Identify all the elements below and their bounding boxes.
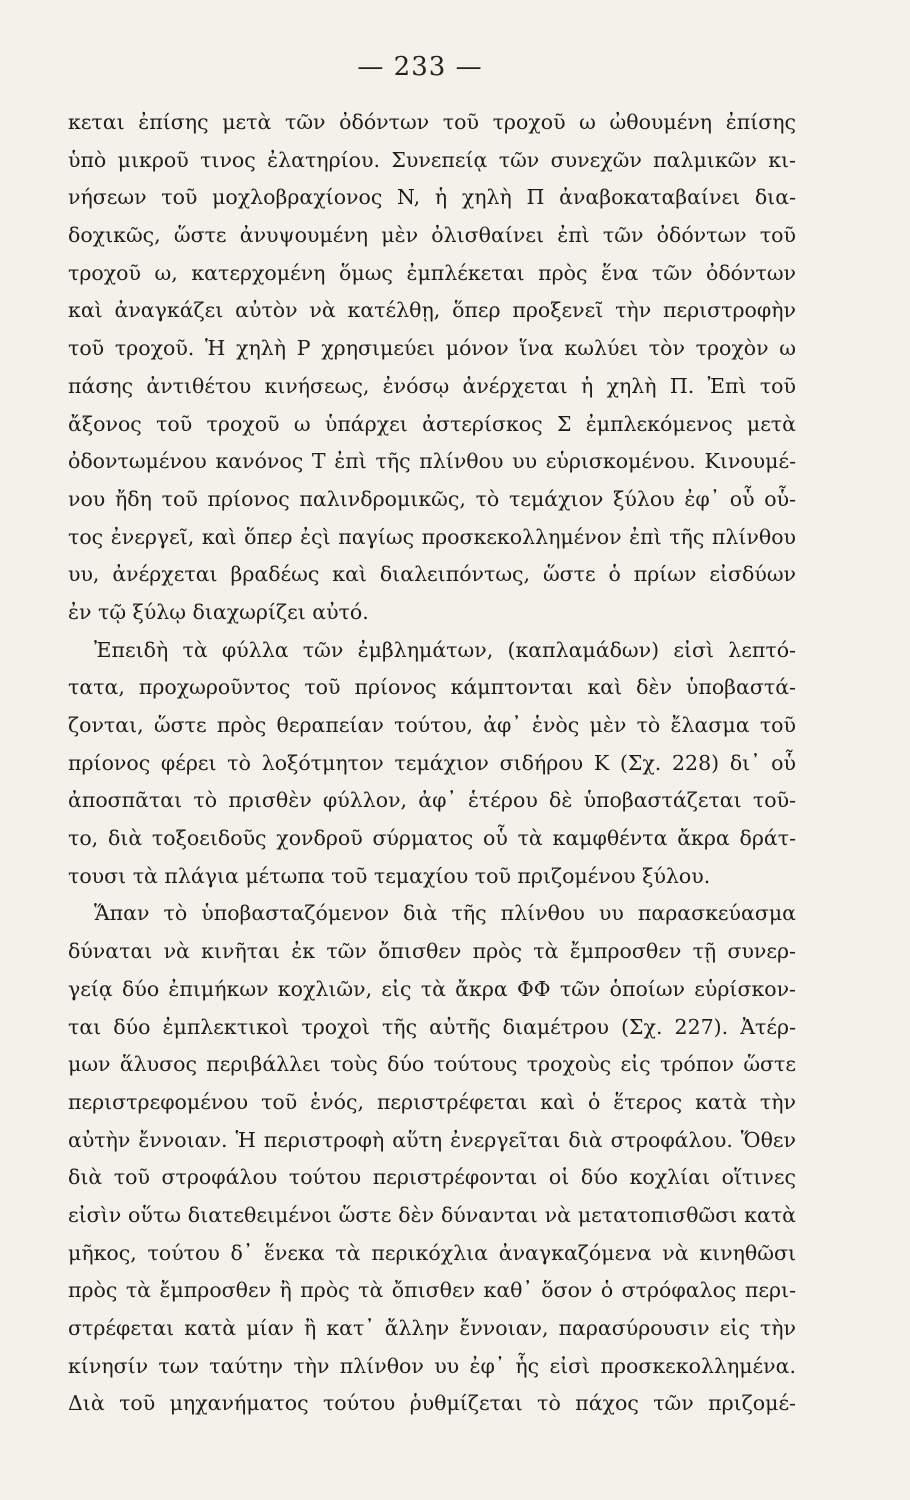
- text-line: εἰσὶν οὕτω διατεθειμένοι ὥστε δὲν δύνανται νὰ μετατοπισθῶσι κατὰ: [68, 1202, 796, 1227]
- text-line: πρὸς τὰ ἔμπροσθεν ἢ πρὸς τὰ ὄπισθεν καθ᾽ ὅσον ὁ στρόφαλος περι-: [68, 1278, 796, 1303]
- text-line: μῆκος, τούτου δ᾽ ἕνεκα τὰ περικόχλια ἀναγκαζόμενα νὰ κινηθῶσι: [68, 1240, 796, 1265]
- text-line: ὀδοντωμένου κανόνος Τ ἐπὶ τῆς πλίνθου υυ εὑρισκομένου. Κινουμέ-: [68, 449, 796, 474]
- text-line: τροχοῦ ω, κατερχομένη ὅμως ἐμπλέκεται πρὸς ἕνα τῶν ὀδόντων: [68, 260, 796, 285]
- text-line: τουσι τὰ πλάγια μέτωπα τοῦ τεμαχίου τοῦ πριζομένου ξύλου.: [68, 863, 711, 888]
- text-line: υυ, ἀνέρχεται βραδέως καὶ διαλειπόντως, ὥστε ὁ πρίων εἰσδύων: [68, 562, 796, 587]
- text-line: νήσεων τοῦ μοχλοβραχίονος N, ἡ χηλὴ Π ἀναβοκαταβαίνει δια-: [68, 185, 796, 210]
- text-line: γείᾳ δύο ἐπιμήκων κοχλιῶν, εἰς τὰ ἄκρα ΦΦ τῶν ὁποίων εὑρίσκον-: [68, 976, 796, 1001]
- text-line: καὶ ἀναγκάζει αὐτὸν νὰ κατέλθῃ, ὅπερ προξενεῖ τὴν περιστροφὴν: [68, 298, 796, 323]
- text-line: τοῦ τροχοῦ. Ἡ χηλὴ Ρ χρησιμεύει μόνον ἵνα κωλύει τὸν τροχὸν ω: [68, 336, 796, 361]
- text-line: τατα, προχωροῦντος τοῦ πρίονος κάμπτονται καὶ δὲν ὑποβαστά-: [68, 675, 796, 700]
- text-line: μων ἅλυσος περιβάλλει τοὺς δύο τούτους τροχοὺς εἰς τρόπον ὥστε: [68, 1052, 796, 1077]
- text-line: αὐτὴν ἔννοιαν. Ἡ περιστροφὴ αὕτη ἐνεργεῖται διὰ στροφάλου. Ὅθεν: [68, 1127, 796, 1152]
- text-line: κεται ἐπίσης μετὰ τῶν ὀδόντων τοῦ τροχοῦ ω ὠθουμένη ἐπίσης: [68, 110, 796, 134]
- text-line: ται δύο ἐμπλεκτικοὶ τροχοὶ τῆς αὐτῆς διαμέτρου (Σχ. 227). Ἀτέρ-: [68, 1014, 796, 1039]
- text-line: ὑπὸ μικροῦ τινος ἐλατηρίου. Συνεπείᾳ τῶν συνεχῶν παλμικῶν κι-: [68, 147, 796, 172]
- text-line: πρίονος φέρει τὸ λοξότμητον τεμάχιον σιδήρου Κ (Σχ. 228) δι᾽ οὗ: [68, 750, 796, 775]
- text-line: Διὰ τοῦ μηχανήματος τούτου ῥυθμίζεται τὸ πάχος τῶν πριζομέ-: [68, 1391, 796, 1416]
- text-line: ἀποσπᾶται τὸ πρισθὲν φύλλον, ἀφ᾽ ἑτέρου δὲ ὑποβαστάζεται τοῦ-: [68, 788, 796, 813]
- text-line: κίνησίν των ταύτην τὴν πλίνθον υυ ἐφ᾽ ἧς εἰσὶ προσκεκολλημένα.: [68, 1353, 796, 1378]
- page-number: — 233 —: [357, 52, 483, 82]
- text-line: Ἐπειδὴ τὰ φύλλα τῶν ἐμβλημάτων, (καπλαμάδων) εἰσὶ λεπτό-: [94, 637, 796, 662]
- text-line: ἄξονος τοῦ τροχοῦ ω ὑπάρχει ἀστερίσκος Σ ἐμπλεκόμενος μετὰ: [68, 411, 796, 436]
- text-line: διὰ τοῦ στροφάλου τούτου περιστρέφονται οἱ δύο κοχλίαι οἵτινες: [68, 1165, 796, 1190]
- text-line: νου ἤδη τοῦ πρίονος παλινδρομικῶς, τὸ τεμάχιον ξύλου ἐφ᾽ οὗ οὗ-: [68, 486, 796, 511]
- body-text: [68, 104, 796, 1423]
- text-line: το, διὰ τοξοειδοῦς χονδροῦ σύρματος οὗ τὰ καμφθέντα ἄκρα δράτ-: [68, 826, 796, 851]
- text-line: δοχικῶς, ὥστε ἀνυψουμένη μὲν ὀλισθαίνει ἐπὶ τῶν ὀδόντων τοῦ: [68, 223, 796, 248]
- text-line: δύναται νὰ κινῆται ἐκ τῶν ὄπισθεν πρὸς τὰ ἔμπροσθεν τῇ συνερ-: [68, 939, 796, 964]
- text-line: στρέφεται κατὰ μίαν ἢ κατ᾽ ἄλλην ἔννοιαν, παρασύρουσιν εἰς τὴν: [68, 1316, 796, 1340]
- text-line: ἐν τῷ ξύλῳ διαχωρίζει αὐτό.: [68, 599, 369, 624]
- text-line: Ἅπαν τὸ ὑποβασταζόμενον διὰ τῆς πλίνθου υυ παρασκεύασμα: [94, 901, 796, 926]
- text-line: ζονται, ὥστε πρὸς θεραπείαν τούτου, ἀφ᾽ ἑνὸς μὲν τὸ ἔλασμα τοῦ: [68, 713, 796, 737]
- text-line: τος ἐνεργεῖ, καὶ ὅπερ ἐςὶ παγίως προσκεκολλημένον ἐπὶ τῆς πλίνθου: [68, 524, 796, 549]
- text-line: πάσης ἀντιθέτου κινήσεως, ἐνόσῳ ἀνέρχεται ἡ χηλὴ Π. Ἐπὶ τοῦ: [68, 373, 796, 398]
- text-line: περιστρεφομένου τοῦ ἑνός, περιστρέφεται καὶ ὁ ἕτερος κατὰ τὴν: [68, 1089, 796, 1114]
